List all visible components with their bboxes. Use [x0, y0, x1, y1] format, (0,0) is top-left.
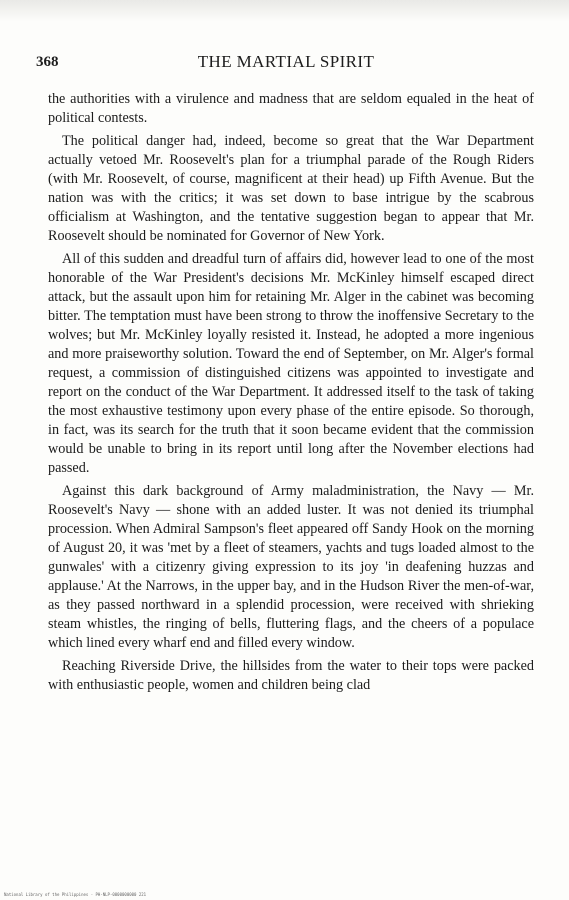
paragraph-2: The political danger had, indeed, become so great that the War Department actually vetoed Mr. Roosevelt's plan for a triumphal parade of the Rough Riders (with Mr. Roosevelt, of course, magnificent at their head) up Fifth Avenue. But the nation was with the critics; it was set down to base intrigue by the scabrous officialism at Washington, and the tentative suggestion began to appear that Mr. Roosevelt should be nominated for Governor of New York.	[48, 133, 534, 244]
paragraph-4: Against this dark background of Army maladministration, the Navy — Mr. Roosevelt's Navy — shone with an added luster. It was not denied its triumphal procession. When Admiral Sampson's fleet appeared off Sandy Hook on the morning of August 20, it was 'met by a fleet of steamers, yachts and tugs loaded almost to the gunwales' with a citizenry giving expression to its joy 'in deafening huzzas and applause.' At the Narrows, in the upper bay, and in the Hudson River the men-of-war, as they passed northward in a splendid procession, were received with shrieking steam whistles, the ringing of bells, fluttering flags, and the cheers of a populace which lined every wharf end and filled every window.	[48, 483, 534, 651]
body-text	[48, 90, 534, 699]
running-title: THE MARTIAL SPIRIT	[197, 52, 375, 71]
page-header	[36, 52, 536, 76]
paragraph-3: All of this sudden and dreadful turn of affairs did, however lead to one of the most honorable of the War President's decisions Mr. McKinley himself escaped direct attack, but the assault upon him for retaining Mr. Alger in the cabinet was becoming bitter. The temptation must have been strong to throw the inoffensive Secretary to the wolves; but Mr. McKinley loyally resisted it. Instead, he adopted a more ingenious and more praiseworthy solution. Toward the end of September, on Mr. Alger's formal request, a commission of distinguished citizens was appointed to investigate and report on the conduct of the War Department. It addressed itself to the task of taking the most exhaustive testimony upon every phase of the entire episode. So thorough, in fact, was its search for the truth that it soon became evident that the commission would be unable to bring in its report until long after the November elections had passed.	[48, 251, 534, 476]
paragraph-1: the authorities with a virulence and madness that are seldom equaled in the heat of political contests.	[48, 91, 534, 126]
page-number: 368	[36, 54, 59, 70]
paragraph-5: Reaching Riverside Drive, the hillsides from the water to their tops were packed with enthusiastic people, women and children being clad	[48, 658, 534, 693]
page-top-edge	[0, 0, 569, 22]
library-stamp: National Library of the Philippines · PH-NLP-0000000000 221	[4, 892, 147, 897]
